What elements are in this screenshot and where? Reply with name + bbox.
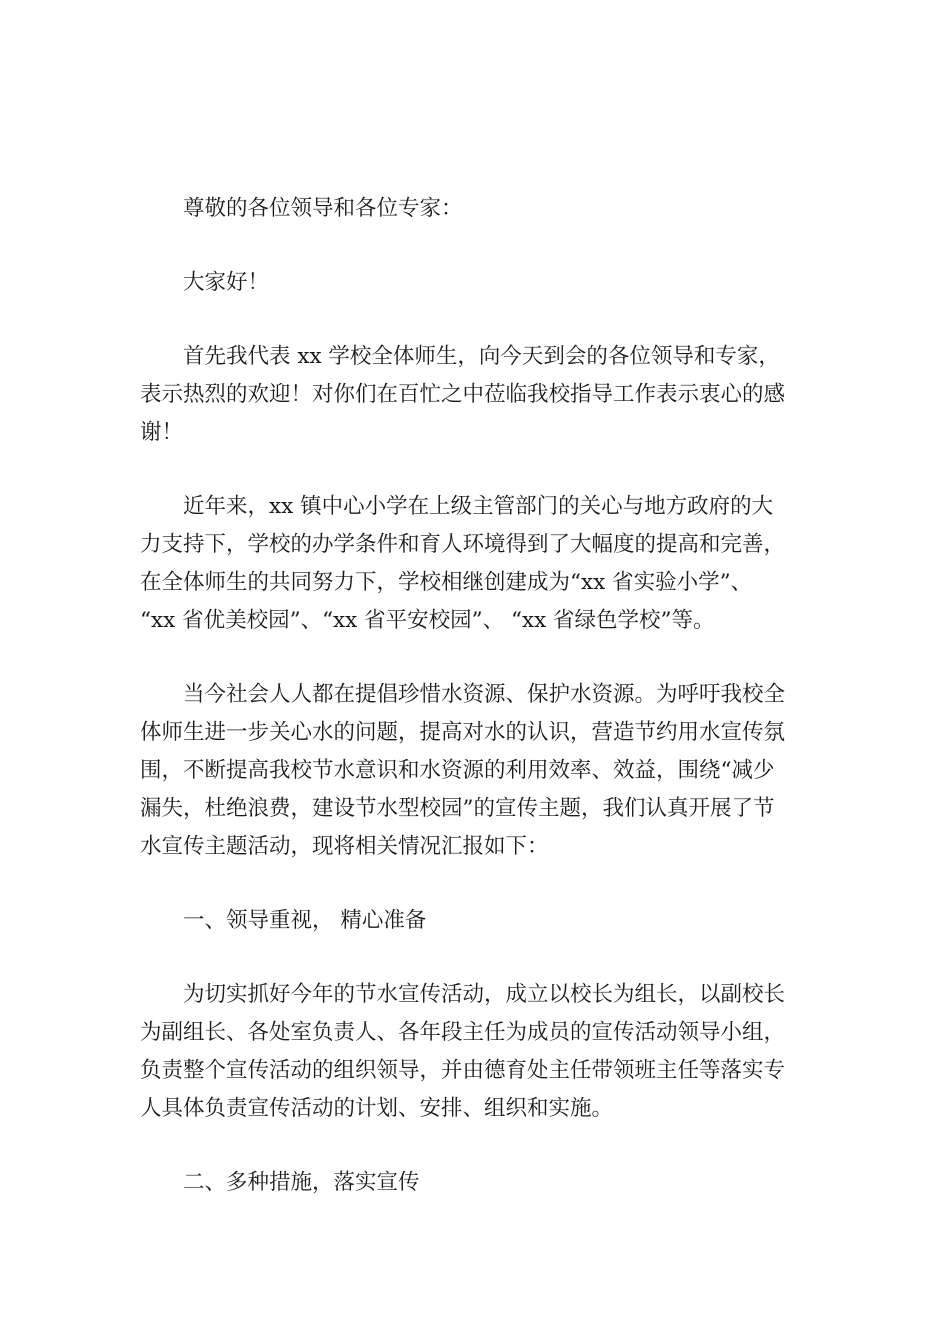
section-heading-2: 二、多种措施，落实宣传 bbox=[183, 1170, 420, 1195]
paragraph-line: 围，不断提高我校节水意识和水资源的利用效率、效益，围绕“减少 bbox=[140, 758, 775, 783]
paragraph-line: 为副组长、各处室负责人、各年段主任为成员的宣传活动领导小组， bbox=[140, 1020, 786, 1045]
paragraph-line: 在全体师生的共同努力下，学校相继创建成为“xx 省实验小学”、 bbox=[140, 570, 753, 595]
paragraph-water-theme bbox=[140, 676, 820, 866]
paragraph-line: 当今社会人人都在提倡珍惜水资源、保护水资源。为呼吁我校全 bbox=[183, 682, 786, 707]
paragraph-line: 表示热烈的欢迎！对你们在百忙之中莅临我校指导工作表示衷心的感 bbox=[140, 382, 786, 407]
paragraph-welcome bbox=[140, 338, 820, 452]
paragraph-line: 负责整个宣传活动的组织领导，并由德育处主任带领班主任等落实专 bbox=[140, 1058, 786, 1083]
greeting: 大家好！ bbox=[183, 270, 270, 295]
paragraph-line: 为切实抓好今年的节水宣传活动，成立以校长为组长，以副校长 bbox=[183, 982, 786, 1007]
document-body bbox=[140, 190, 820, 1238]
paragraph-line: “xx 省优美校园”、“xx 省平安校园”、 “xx 省绿色学校”等。 bbox=[140, 608, 715, 633]
paragraph-line: 谢！ bbox=[140, 420, 184, 445]
paragraph-school-intro bbox=[140, 488, 820, 640]
paragraph-line: 首先我代表 xx 学校全体师生，向今天到会的各位领导和专家， bbox=[183, 344, 780, 369]
salutation: 尊敬的各位领导和各位专家： bbox=[183, 196, 463, 221]
paragraph-line: 水宣传主题活动，现将相关情况汇报如下： bbox=[140, 834, 549, 859]
paragraph-line: 人具体负责宣传活动的计划、安排、组织和实施。 bbox=[140, 1096, 614, 1121]
section-heading-1: 一、领导重视， 精心准备 bbox=[183, 908, 427, 933]
paragraph-line: 近年来，xx 镇中心小学在上级主管部门的关心与地方政府的大 bbox=[183, 494, 774, 519]
paragraph-line: 力支持下，学校的办学条件和育人环境得到了大幅度的提高和完善， bbox=[140, 532, 786, 557]
paragraph-line: 漏失，杜绝浪费，建设节水型校园”的宣传主题，我们认真开展了节 bbox=[140, 796, 775, 821]
paragraph-line: 体师生进一步关心水的问题，提高对水的认识，营造节约用水宣传氛 bbox=[140, 720, 786, 745]
paragraph-leadership bbox=[140, 976, 820, 1128]
